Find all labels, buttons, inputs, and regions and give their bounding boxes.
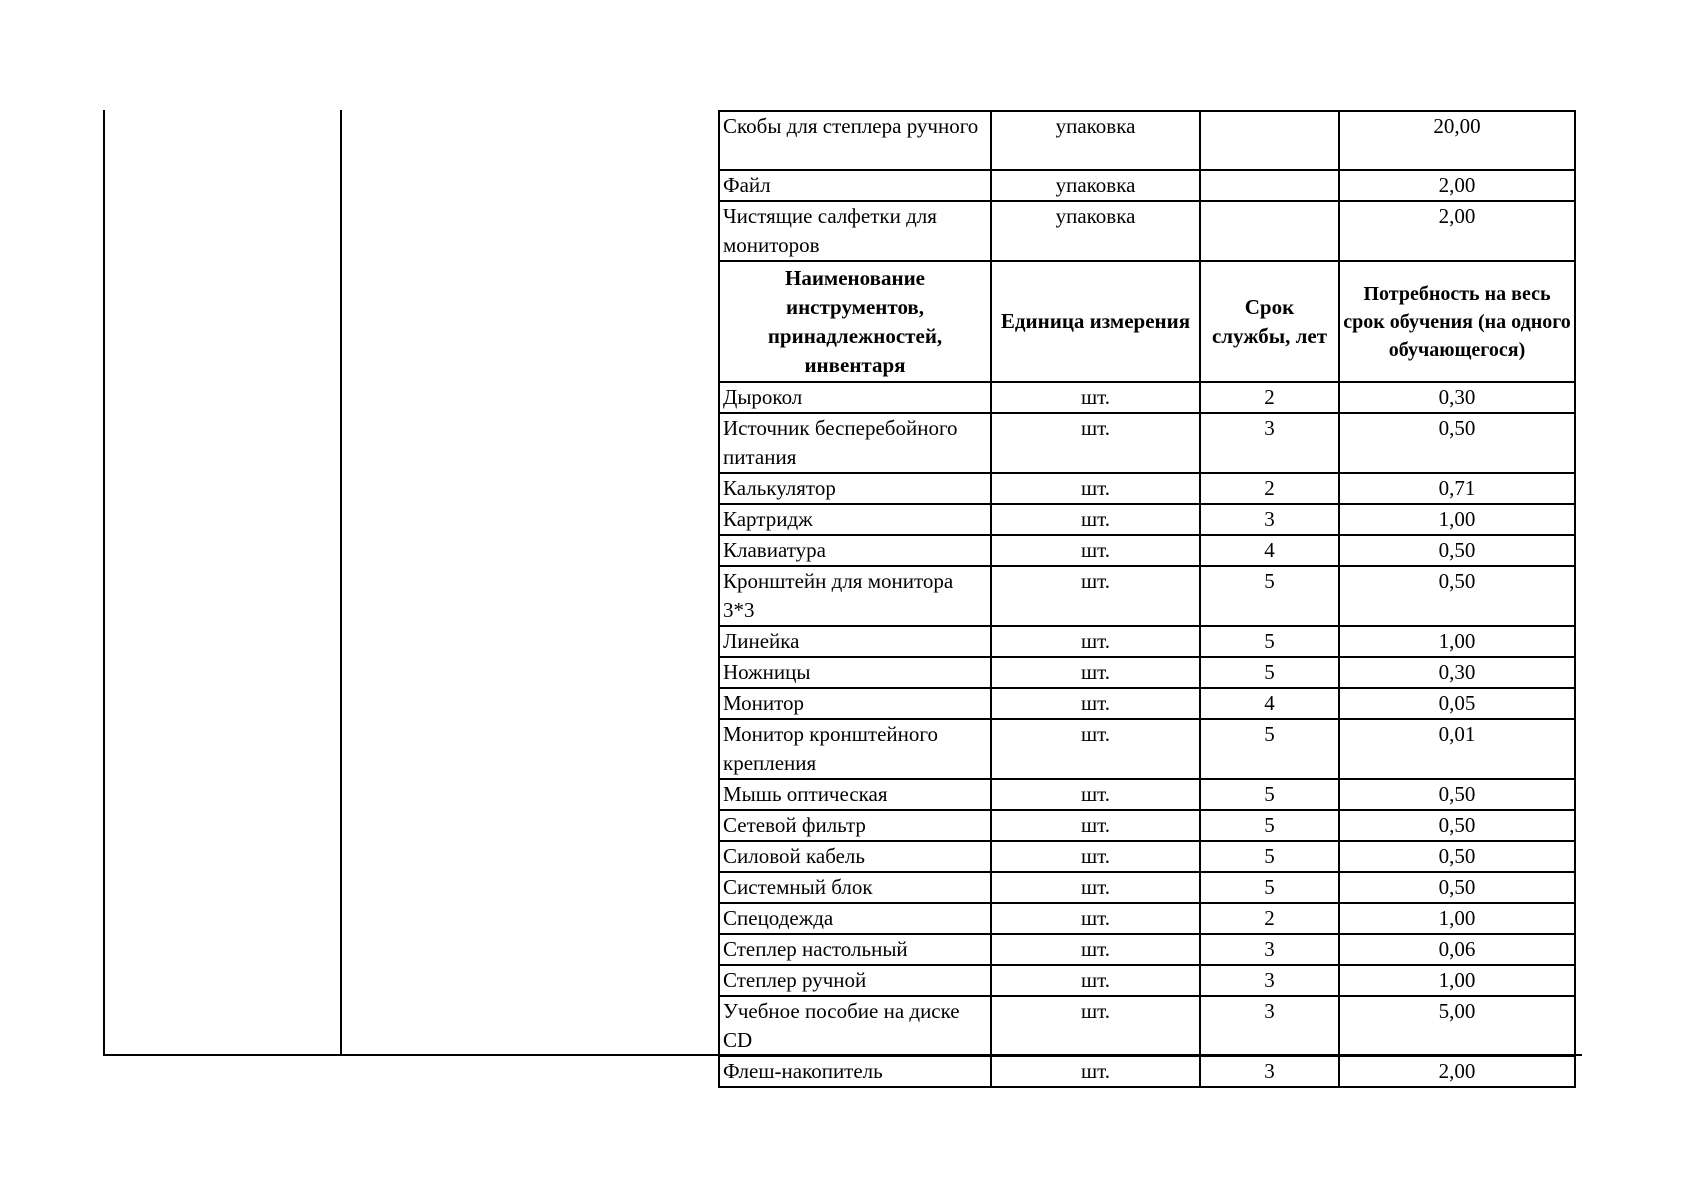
cell-item-name: Монитор bbox=[719, 688, 991, 719]
cell-service-life bbox=[1200, 170, 1339, 201]
cell-service-life: 5 bbox=[1200, 657, 1339, 688]
cell-service-life: 3 bbox=[1200, 413, 1339, 473]
cell-unit: шт. bbox=[991, 872, 1200, 903]
cell-item-name: Линейка bbox=[719, 626, 991, 657]
cell-service-life: 2 bbox=[1200, 382, 1339, 413]
outer-table-column-divider bbox=[340, 110, 342, 1055]
cell-unit: шт. bbox=[991, 934, 1200, 965]
cell-service-life: 5 bbox=[1200, 719, 1339, 779]
table-row bbox=[719, 810, 1575, 841]
cell-item-name: Источник бесперебойного питания bbox=[719, 413, 991, 473]
table-row bbox=[719, 111, 1575, 170]
table-row bbox=[719, 688, 1575, 719]
supplies-section bbox=[719, 111, 1575, 261]
header-service-life: Срок службы, лет bbox=[1200, 261, 1339, 382]
cell-unit: шт. bbox=[991, 626, 1200, 657]
cell-need: 0,01 bbox=[1339, 719, 1575, 779]
cell-unit: шт. bbox=[991, 903, 1200, 934]
cell-service-life: 5 bbox=[1200, 779, 1339, 810]
cell-item-name: Степлер ручной bbox=[719, 965, 991, 996]
cell-item-name: Спецодежда bbox=[719, 903, 991, 934]
cell-item-name: Скобы для степлера ручного bbox=[719, 111, 991, 170]
header-need: Потребность на весь срок обучения (на одного обучающегося) bbox=[1339, 261, 1575, 382]
table-header-row bbox=[719, 261, 1575, 382]
cell-need: 0,50 bbox=[1339, 566, 1575, 626]
cell-item-name: Клавиатура bbox=[719, 535, 991, 566]
cell-service-life bbox=[1200, 111, 1339, 170]
cell-need: 1,00 bbox=[1339, 626, 1575, 657]
tools-section bbox=[719, 382, 1575, 1087]
cell-item-name: Калькулятор bbox=[719, 473, 991, 504]
cell-unit: шт. bbox=[991, 841, 1200, 872]
table-row bbox=[719, 934, 1575, 965]
cell-service-life: 3 bbox=[1200, 504, 1339, 535]
cell-item-name: Кронштейн для монитора 3*3 bbox=[719, 566, 991, 626]
cell-item-name: Флеш-накопитель bbox=[719, 1056, 991, 1087]
table-row bbox=[719, 779, 1575, 810]
header-name: Наименование инструментов, принадлежностей, инвентаря bbox=[719, 261, 991, 382]
cell-need: 0,50 bbox=[1339, 872, 1575, 903]
table-row bbox=[719, 382, 1575, 413]
cell-need: 2,00 bbox=[1339, 1056, 1575, 1087]
cell-need: 0,30 bbox=[1339, 382, 1575, 413]
cell-unit: шт. bbox=[991, 413, 1200, 473]
table-row bbox=[719, 719, 1575, 779]
table-row bbox=[719, 872, 1575, 903]
cell-service-life bbox=[1200, 201, 1339, 261]
cell-need: 0,50 bbox=[1339, 413, 1575, 473]
cell-need: 1,00 bbox=[1339, 903, 1575, 934]
cell-service-life: 5 bbox=[1200, 626, 1339, 657]
cell-unit: шт. bbox=[991, 473, 1200, 504]
table-row bbox=[719, 626, 1575, 657]
table-row bbox=[719, 535, 1575, 566]
cell-need: 5,00 bbox=[1339, 996, 1575, 1056]
cell-item-name: Дырокол bbox=[719, 382, 991, 413]
header-unit: Единица измерения bbox=[991, 261, 1200, 382]
outer-table-left-border bbox=[103, 110, 105, 1055]
table-row bbox=[719, 903, 1575, 934]
cell-unit: упаковка bbox=[991, 170, 1200, 201]
cell-need: 0,30 bbox=[1339, 657, 1575, 688]
cell-service-life: 2 bbox=[1200, 473, 1339, 504]
cell-item-name: Степлер настольный bbox=[719, 934, 991, 965]
cell-need: 1,00 bbox=[1339, 965, 1575, 996]
cell-service-life: 3 bbox=[1200, 996, 1339, 1056]
cell-item-name: Силовой кабель bbox=[719, 841, 991, 872]
table-row bbox=[719, 413, 1575, 473]
table-row bbox=[719, 473, 1575, 504]
cell-service-life: 5 bbox=[1200, 841, 1339, 872]
cell-service-life: 5 bbox=[1200, 566, 1339, 626]
cell-need: 0,50 bbox=[1339, 810, 1575, 841]
cell-need: 0,05 bbox=[1339, 688, 1575, 719]
table-row bbox=[719, 566, 1575, 626]
table-header-section bbox=[719, 261, 1575, 382]
cell-need: 0,06 bbox=[1339, 934, 1575, 965]
cell-unit: шт. bbox=[991, 719, 1200, 779]
cell-service-life: 4 bbox=[1200, 688, 1339, 719]
cell-need: 2,00 bbox=[1339, 170, 1575, 201]
table-row bbox=[719, 504, 1575, 535]
cell-unit: шт. bbox=[991, 535, 1200, 566]
cell-item-name: Монитор кронштейного крепления bbox=[719, 719, 991, 779]
cell-item-name: Файл bbox=[719, 170, 991, 201]
cell-unit: шт. bbox=[991, 657, 1200, 688]
cell-item-name: Ножницы bbox=[719, 657, 991, 688]
cell-item-name: Картридж bbox=[719, 504, 991, 535]
cell-need: 0,50 bbox=[1339, 535, 1575, 566]
cell-need: 0,50 bbox=[1339, 841, 1575, 872]
cell-unit: шт. bbox=[991, 382, 1200, 413]
cell-need: 1,00 bbox=[1339, 504, 1575, 535]
cell-need: 20,00 bbox=[1339, 111, 1575, 170]
table-row bbox=[719, 965, 1575, 996]
cell-service-life: 5 bbox=[1200, 872, 1339, 903]
cell-service-life: 5 bbox=[1200, 810, 1339, 841]
cell-unit: шт. bbox=[991, 965, 1200, 996]
cell-unit: шт. bbox=[991, 504, 1200, 535]
cell-service-life: 3 bbox=[1200, 934, 1339, 965]
cell-service-life: 4 bbox=[1200, 535, 1339, 566]
cell-unit: шт. bbox=[991, 810, 1200, 841]
cell-item-name: Мышь оптическая bbox=[719, 779, 991, 810]
cell-item-name: Чистящие салфетки для мониторов bbox=[719, 201, 991, 261]
cell-item-name: Учебное пособие на диске CD bbox=[719, 996, 991, 1056]
cell-unit: упаковка bbox=[991, 111, 1200, 170]
cell-need: 0,71 bbox=[1339, 473, 1575, 504]
cell-unit: шт. bbox=[991, 996, 1200, 1056]
table-row bbox=[719, 657, 1575, 688]
cell-need: 0,50 bbox=[1339, 779, 1575, 810]
cell-unit: шт. bbox=[991, 566, 1200, 626]
cell-unit: упаковка bbox=[991, 201, 1200, 261]
cell-item-name: Сетевой фильтр bbox=[719, 810, 991, 841]
cell-service-life: 2 bbox=[1200, 903, 1339, 934]
inventory-table bbox=[718, 110, 1576, 1088]
table-row bbox=[719, 1056, 1575, 1087]
cell-service-life: 3 bbox=[1200, 1056, 1339, 1087]
cell-need: 2,00 bbox=[1339, 201, 1575, 261]
cell-item-name: Системный блок bbox=[719, 872, 991, 903]
cell-unit: шт. bbox=[991, 1056, 1200, 1087]
cell-service-life: 3 bbox=[1200, 965, 1339, 996]
table-row bbox=[719, 170, 1575, 201]
table-row bbox=[719, 201, 1575, 261]
cell-unit: шт. bbox=[991, 688, 1200, 719]
cell-unit: шт. bbox=[991, 779, 1200, 810]
table-row bbox=[719, 841, 1575, 872]
table-row bbox=[719, 996, 1575, 1056]
